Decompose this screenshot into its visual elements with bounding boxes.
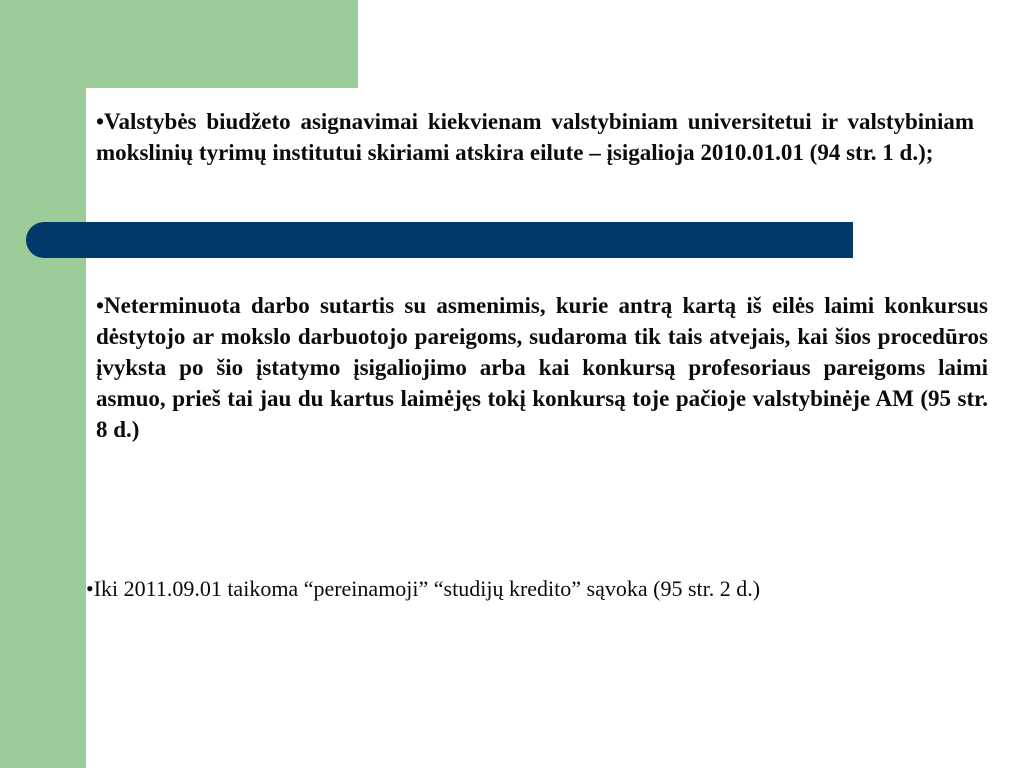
bullet-budget-allocation: •Valstybės biudžeto asignavimai kiekvienam valstybiniam universitetui ir valstybiniam mokslinių tyrimų institutui skiriami atskira eilute – įsigalioja 2010.01.01 (94 str. 1 d.);: [96, 109, 974, 165]
green-accent-left: [0, 0, 86, 768]
navy-divider-bar: [26, 222, 853, 258]
bullet-study-credit: •Iki 2011.09.01 taikoma “pereinamoji” “studijų kredito” sąvoka (95 str. 2 d.): [86, 576, 761, 601]
bullet-indefinite-contract: •Neterminuota darbo sutartis su asmenimis, kurie antrą kartą iš eilės laimi konkursus dėstytojo ar mokslo darbuotojo pareigoms, sudaroma tik tais atvejais, kai šios procedūros įvyksta po šio įstatymo įsigaliojimo arba kai konkursą profesoriaus pareigoms laimi asmuo, prieš tai jau du kartus laimėjęs tokį konkursą toje pačioje valstybinėje AM (95 str. 8 d.): [96, 293, 988, 442]
